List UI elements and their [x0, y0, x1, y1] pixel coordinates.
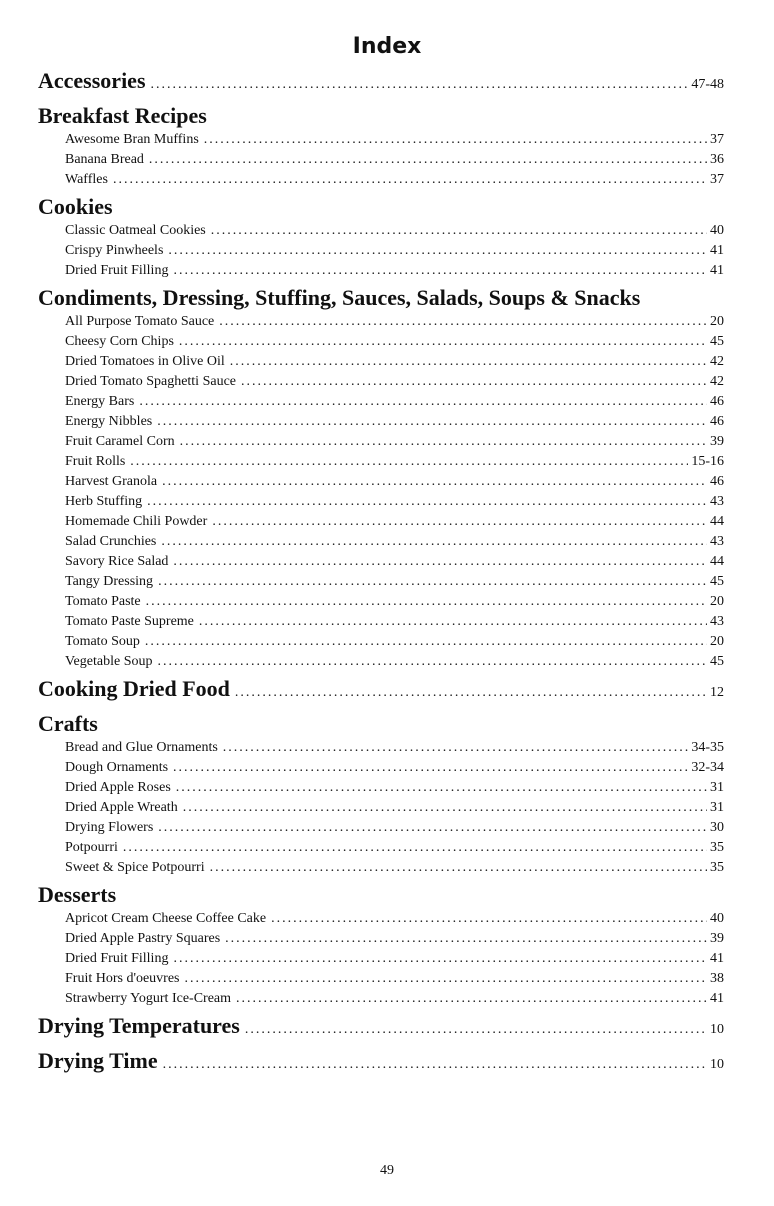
entry-page-ref: 43 — [710, 494, 724, 509]
dot-leader — [146, 592, 707, 612]
dot-leader — [183, 798, 707, 818]
entry-label: Waffles — [65, 172, 108, 187]
section-heading — [38, 1012, 724, 1044]
index-entry — [38, 969, 724, 989]
entry-label: Dried Fruit Filling — [65, 951, 169, 966]
entry-page-ref: 35 — [710, 840, 724, 855]
section-heading — [38, 102, 724, 130]
entry-page-ref: 41 — [710, 951, 724, 966]
section-heading-label: Drying Time — [38, 1048, 158, 1073]
entry-label: Bread and Glue Ornaments — [65, 740, 218, 755]
section-heading — [38, 1047, 724, 1079]
dot-leader — [158, 818, 707, 838]
entry-label: Savory Rice Salad — [65, 554, 169, 569]
dot-leader — [130, 452, 688, 472]
entry-label: Dried Apple Pastry Squares — [65, 931, 221, 946]
index-entry — [38, 592, 724, 612]
entry-page-ref: 34-35 — [691, 740, 724, 755]
dot-leader — [145, 632, 707, 652]
dot-leader — [158, 572, 707, 592]
index-entry — [38, 838, 724, 858]
section-heading-label: Accessories — [38, 68, 146, 93]
entry-page-ref: 39 — [710, 434, 724, 449]
index-section — [38, 1047, 724, 1079]
index-entry — [38, 492, 724, 512]
entry-label: Drying Flowers — [65, 820, 154, 835]
index-entry — [38, 652, 724, 672]
index-entry — [38, 798, 724, 818]
index-section — [38, 881, 724, 1009]
entry-label: Fruit Hors d'oeuvres — [65, 971, 180, 986]
entry-page-ref: 44 — [710, 514, 724, 529]
index-section — [38, 710, 724, 878]
dot-leader — [271, 909, 707, 929]
entry-page-ref: 15-16 — [691, 454, 724, 469]
index-entry — [38, 130, 724, 150]
index-entry — [38, 452, 724, 472]
index-entry — [38, 909, 724, 929]
dot-leader — [157, 652, 707, 672]
entry-page-ref: 20 — [710, 314, 724, 329]
dot-leader — [245, 1016, 707, 1044]
entry-label: Tomato Paste Supreme — [65, 614, 194, 629]
entry-label: Dried Apple Roses — [65, 780, 171, 795]
entry-page-ref: 35 — [710, 860, 724, 875]
index-entry — [38, 572, 724, 592]
index-entry — [38, 432, 724, 452]
index-entry — [38, 858, 724, 878]
entry-label: Potpourri — [65, 840, 118, 855]
index-entry — [38, 552, 724, 572]
entry-page-ref: 30 — [710, 820, 724, 835]
section-heading-label: Cooking Dried Food — [38, 676, 230, 701]
entry-page-ref: 46 — [710, 474, 724, 489]
dot-leader — [147, 492, 707, 512]
section-page-ref: 12 — [710, 685, 724, 700]
entry-label: Vegetable Soup — [65, 654, 153, 669]
entry-label: Tangy Dressing — [65, 574, 154, 589]
dot-leader — [210, 858, 707, 878]
entry-label: Fruit Rolls — [65, 454, 126, 469]
section-heading-label: Condiments, Dressing, Stuffing, Sauces, Salads, Soups & Snacks — [38, 285, 641, 310]
dot-leader — [173, 949, 707, 969]
dot-leader — [139, 392, 707, 412]
dot-leader — [168, 241, 707, 261]
dot-leader — [149, 150, 707, 170]
section-page-ref: 10 — [710, 1057, 724, 1072]
dot-leader — [163, 1051, 707, 1079]
index-entry — [38, 261, 724, 281]
entry-label: Tomato Soup — [65, 634, 140, 649]
index-entry — [38, 221, 724, 241]
index-entry — [38, 352, 724, 372]
index-entry — [38, 989, 724, 1009]
dot-leader — [199, 612, 707, 632]
index-section — [38, 193, 724, 281]
section-page-ref: 10 — [710, 1022, 724, 1037]
dot-leader — [162, 472, 707, 492]
entry-page-ref: 40 — [710, 911, 724, 926]
section-heading — [38, 881, 724, 909]
entry-label: Energy Nibbles — [65, 414, 153, 429]
entry-page-ref: 40 — [710, 223, 724, 238]
index-entry — [38, 472, 724, 492]
section-heading — [38, 193, 724, 221]
index-entry — [38, 372, 724, 392]
entry-label: Apricot Cream Cheese Coffee Cake — [65, 911, 267, 926]
entry-label: Classic Oatmeal Cookies — [65, 223, 206, 238]
dot-leader — [219, 312, 707, 332]
dot-leader — [176, 778, 707, 798]
dot-leader — [211, 221, 707, 241]
index-entry — [38, 312, 724, 332]
entry-label: Sweet & Spice Potpourri — [65, 860, 205, 875]
section-heading — [38, 710, 724, 738]
dot-leader — [185, 969, 707, 989]
entry-page-ref: 41 — [710, 243, 724, 258]
entry-page-ref: 45 — [710, 334, 724, 349]
section-heading-label: Desserts — [38, 882, 117, 907]
index-entry — [38, 949, 724, 969]
dot-leader — [225, 929, 707, 949]
entry-label: Dried Tomatoes in Olive Oil — [65, 354, 225, 369]
dot-leader — [161, 532, 707, 552]
page-title: Index — [352, 34, 422, 59]
dot-leader — [212, 512, 707, 532]
entry-label: Tomato Paste — [65, 594, 141, 609]
index-entry — [38, 929, 724, 949]
index-entry — [38, 612, 724, 632]
page-number: 49 — [380, 1163, 394, 1178]
section-heading — [38, 675, 724, 707]
entry-page-ref: 45 — [710, 654, 724, 669]
dot-leader — [204, 130, 707, 150]
index-section — [38, 67, 724, 99]
entry-page-ref: 45 — [710, 574, 724, 589]
index-section — [38, 675, 724, 707]
entry-label: Crispy Pinwheels — [65, 243, 164, 258]
entry-label: Banana Bread — [65, 152, 144, 167]
entry-page-ref: 37 — [710, 132, 724, 147]
section-page-ref: 47-48 — [691, 77, 724, 92]
entry-label: Cheesy Corn Chips — [65, 334, 174, 349]
entry-page-ref: 44 — [710, 554, 724, 569]
dot-leader — [235, 679, 707, 707]
dot-leader — [223, 738, 689, 758]
entry-page-ref: 20 — [710, 634, 724, 649]
section-heading — [38, 67, 724, 99]
index-section — [38, 1012, 724, 1044]
dot-leader — [157, 412, 707, 432]
entry-page-ref: 43 — [710, 534, 724, 549]
entry-page-ref: 41 — [710, 991, 724, 1006]
index-section — [38, 284, 724, 672]
entry-page-ref: 37 — [710, 172, 724, 187]
index-list — [38, 64, 724, 1079]
entry-page-ref: 46 — [710, 394, 724, 409]
dot-leader — [179, 332, 707, 352]
entry-page-ref: 42 — [710, 374, 724, 389]
entry-label: Harvest Granola — [65, 474, 158, 489]
entry-page-ref: 42 — [710, 354, 724, 369]
entry-label: Dried Fruit Filling — [65, 263, 169, 278]
section-heading-label: Drying Temperatures — [38, 1013, 240, 1038]
entry-page-ref: 39 — [710, 931, 724, 946]
entry-page-ref: 41 — [710, 263, 724, 278]
entry-label: Salad Crunchies — [65, 534, 157, 549]
entry-label: Awesome Bran Muffins — [65, 132, 199, 147]
entry-label: Homemade Chili Powder — [65, 514, 208, 529]
entry-page-ref: 36 — [710, 152, 724, 167]
entry-page-ref: 43 — [710, 614, 724, 629]
index-entry — [38, 241, 724, 261]
section-heading-label: Crafts — [38, 711, 98, 736]
index-entry — [38, 412, 724, 432]
entry-page-ref: 31 — [710, 780, 724, 795]
dot-leader — [241, 372, 707, 392]
entry-page-ref: 31 — [710, 800, 724, 815]
dot-leader — [173, 758, 688, 778]
index-entry — [38, 512, 724, 532]
index-section — [38, 102, 724, 190]
dot-leader — [173, 261, 707, 281]
entry-page-ref: 20 — [710, 594, 724, 609]
dot-leader — [173, 552, 707, 572]
dot-leader — [230, 352, 707, 372]
entry-page-ref: 38 — [710, 971, 724, 986]
entry-page-ref: 46 — [710, 414, 724, 429]
index-entry — [38, 632, 724, 652]
index-entry — [38, 392, 724, 412]
dot-leader — [123, 838, 707, 858]
index-entry — [38, 332, 724, 352]
section-heading — [38, 284, 724, 312]
entry-label: Strawberry Yogurt Ice-Cream — [65, 991, 232, 1006]
index-entry — [38, 818, 724, 838]
section-heading-label: Breakfast Recipes — [38, 103, 207, 128]
dot-leader — [236, 989, 707, 1009]
entry-label: Dried Apple Wreath — [65, 800, 178, 815]
index-entry — [38, 170, 724, 190]
entry-page-ref: 32-34 — [691, 760, 724, 775]
entry-label: Energy Bars — [65, 394, 135, 409]
index-entry — [38, 758, 724, 778]
entry-label: All Purpose Tomato Sauce — [65, 314, 215, 329]
index-entry — [38, 150, 724, 170]
index-entry — [38, 532, 724, 552]
dot-leader — [113, 170, 707, 190]
index-entry — [38, 738, 724, 758]
entry-label: Fruit Caramel Corn — [65, 434, 175, 449]
entry-label: Dough Ornaments — [65, 760, 169, 775]
dot-leader — [180, 432, 707, 452]
dot-leader — [151, 71, 689, 99]
index-entry — [38, 778, 724, 798]
entry-label: Herb Stuffing — [65, 494, 143, 509]
section-heading-label: Cookies — [38, 194, 113, 219]
entry-label: Dried Tomato Spaghetti Sauce — [65, 374, 237, 389]
